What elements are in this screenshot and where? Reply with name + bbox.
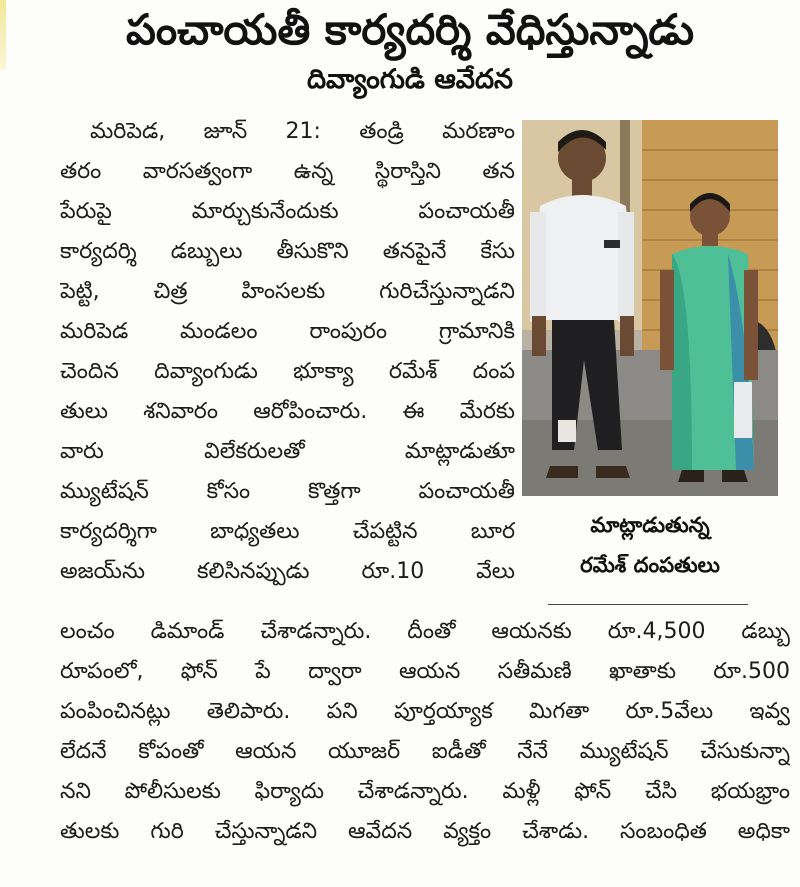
body-line: మరిపెడ, జూన్ 21: తండ్రి మరణాం [90,119,515,144]
body-line: పంపించినట్లు తెలిపారు. పని పూర్తయ్యాక మిగతా రూ.5వేలు ఇవ్వ [60,699,790,724]
headline: పంచాయతీ కార్యదర్శి వేధిస్తున్నాడు [125,5,695,54]
body-line: లేదనే కోపంతో ఆయన యూజర్ ఐడీతో నేనే మ్యుటేషన్ చేసుకున్నా [60,739,790,764]
body-line: చెందిన దివ్యాంగుడు భూక్యా రమేశ్ దంప [60,359,515,384]
body-line: మ్యుటేషన్ కోసం కొత్తగా పంచాయతీ [60,479,515,504]
body-line: తరం వారసత్వంగా ఉన్న స్థిరాస్తిని తన [60,159,515,184]
body-line: పేరుపై మార్చుకునేందుకు పంచాయతీ [60,199,515,224]
body-line: అజయ్‌ను కలిసినప్పుడు రూ.10 వేలు [60,559,515,584]
subheadline: దివ్యాంగుడి ఆవేదన [306,64,514,95]
page-edge-mark [0,0,6,70]
body-line: రూపంలో, ఫోన్ పే ద్వారా ఆయన సతీమణి ఖాతాకు రూ.500 [60,659,790,684]
body-line: మరిపెడ మండలం రాంపురం గ్రామానికి [60,319,515,344]
body-line: తులకు గురి చేస్తున్నాడని ఆవేదన వ్యక్తం చేశాడు. సంబంధిత అధికా [60,819,790,844]
photo-caption-line-2: రమేశ్ దంపతులు [580,553,720,577]
photo-couple-icon [522,120,778,496]
body-line: పెట్టి, చిత్ర హింసలకు గురిచేస్తున్నాడని [60,279,515,304]
body-line: తులు శనివారం ఆరోపించారు. ఈ మేరకు [60,399,515,424]
photo-caption-line-1: మాట్లాడుతున్న [590,513,710,537]
body-line: వారు విలేకరులతో మాట్లాడుతూ [60,439,515,464]
body-line: నని పోలీసులకు ఫిర్యాదు చేశాడన్నారు. మళ్లీ ఫోన్ చేసి భయభ్రాం [60,779,790,804]
body-line: కార్యదర్శి డబ్బులు తీసుకొని తనపైనే కేసు [60,239,515,264]
caption-divider [548,604,748,605]
news-photo [522,120,778,496]
body-line: లంచం డిమాండ్ చేశాడన్నారు. దీంతో ఆయనకు రూ.4,500 డబ్బు [60,619,790,644]
body-line: కార్యదర్శిగా బాధ్యతలు చేపట్టిన బూర [60,519,515,544]
